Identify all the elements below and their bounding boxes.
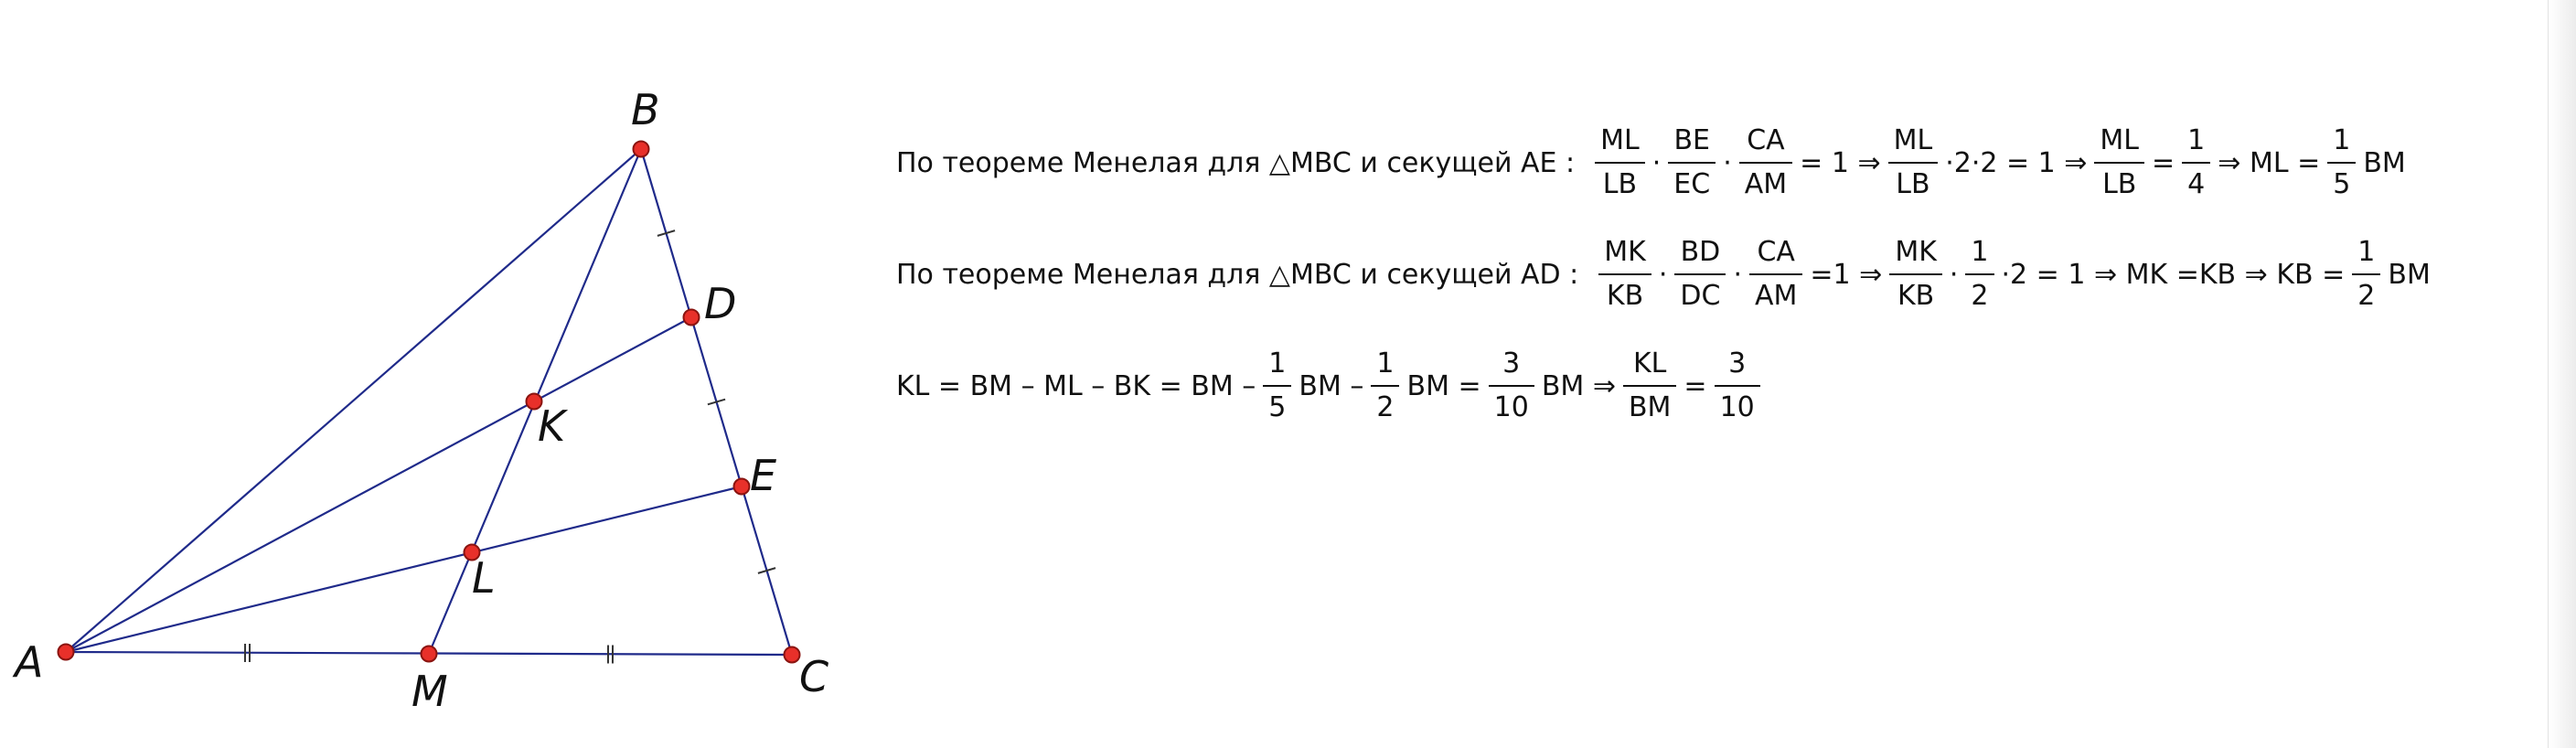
point-label-b: B <box>631 85 660 134</box>
point-label-c: C <box>799 652 829 701</box>
eq1-fraction-1-4: $\frac{1}{4}$ <box>2182 125 2210 201</box>
eq3-text: BM – <box>1299 369 1364 402</box>
eq1-fraction-ca-am: $\frac{CA}{AM}$ <box>1739 125 1792 201</box>
eq1-text: = <box>2152 146 2175 179</box>
eq1-text: BM <box>2363 146 2406 179</box>
equal-segment-marks <box>245 230 775 663</box>
menelaus-ae-equation <box>896 108 2406 218</box>
eq1-dot: · <box>1651 146 1662 179</box>
eq3-fraction-1-2: $\frac{1}{2}$ <box>1371 348 1399 424</box>
point-c <box>785 647 800 663</box>
eq3-fraction-kl-bm: $\frac{KL}{BM}$ <box>1623 348 1676 424</box>
point-b <box>634 142 649 157</box>
figure-lines <box>66 149 792 655</box>
eq3-fraction-3-10-b: $\frac{3}{10}$ <box>1715 348 1760 424</box>
eq3-text: = <box>1683 369 1707 402</box>
point-a <box>59 645 74 660</box>
eq2-text: · <box>1949 258 1959 291</box>
eq2-dot: · <box>1658 258 1668 291</box>
point-label-e: E <box>750 451 777 500</box>
point-e <box>734 479 750 495</box>
eq2-fraction-ca-am: $\frac{CA}{AM}$ <box>1749 237 1802 313</box>
menelaus-ad-equation <box>896 219 2431 329</box>
point-m <box>422 646 437 662</box>
segment-ab <box>66 149 641 652</box>
point-label-l: L <box>472 553 496 603</box>
eq2-fraction-1-2: $\frac{1}{2}$ <box>1965 237 1993 313</box>
eq2-fraction-bd-dc: $\frac{BD}{DC}$ <box>1674 237 1726 313</box>
eq2-text: =1 ⇒ <box>1810 258 1883 291</box>
eq2-text: BM <box>2388 258 2431 291</box>
kl-ratio-equation <box>896 331 1768 441</box>
eq1-fraction-be-ec: $\frac{BE}{EC}$ <box>1668 125 1716 201</box>
eq2-dot: · <box>1733 258 1742 291</box>
eq3-text: BM = <box>1406 369 1481 402</box>
eq2-prefix: По теореме Менелая для △MBC и секущей AD : <box>896 258 1579 291</box>
point-d <box>684 310 700 326</box>
point-label-a: A <box>15 637 44 687</box>
point-labels <box>12 85 828 716</box>
eq1-prefix: По теореме Менелая для △MBC и секущей AE : <box>896 146 1576 179</box>
eq2-fraction-mk-kb: $\frac{MK}{KB}$ <box>1598 237 1651 313</box>
point-label-m: M <box>412 667 448 716</box>
eq1-fraction-ml-lb-2: $\frac{ML}{LB}$ <box>1888 125 1939 201</box>
eq3-text: KL = BM – ML – BK = BM – <box>896 369 1256 402</box>
eq1-dot: · <box>1723 146 1732 179</box>
eq1-fraction-ml-lb: $\frac{ML}{LB}$ <box>1595 125 1645 201</box>
point-label-k: K <box>538 401 566 451</box>
eq2-fraction-mk-kb-2: $\frac{MK}{KB}$ <box>1889 237 1942 313</box>
segment-ad <box>66 317 691 652</box>
window-right-edge <box>2548 0 2576 748</box>
eq1-fraction-ml-lb-3: $\frac{ML}{LB}$ <box>2094 125 2144 201</box>
point-label-d: D <box>704 279 737 328</box>
eq3-fraction-3-10: $\frac{3}{10}$ <box>1489 348 1534 424</box>
geometry-figure <box>0 0 878 748</box>
eq3-fraction-1-5: $\frac{1}{5}$ <box>1263 348 1291 424</box>
eq2-text: ·2 = 1 ⇒ MK =KB ⇒ KB = <box>2001 258 2346 291</box>
figure-points <box>59 142 800 663</box>
eq1-fraction-1-5: $\frac{1}{5}$ <box>2327 125 2356 201</box>
eq1-text: ·2·2 = 1 ⇒ <box>1945 146 2088 179</box>
eq2-fraction-1-2-b: $\frac{1}{2}$ <box>2352 237 2380 313</box>
eq1-text: = 1 ⇒ <box>1800 146 1881 179</box>
segment-ae <box>66 486 742 652</box>
eq1-text: ⇒ ML = <box>2218 146 2321 179</box>
eq3-text: BM ⇒ <box>1541 369 1616 402</box>
